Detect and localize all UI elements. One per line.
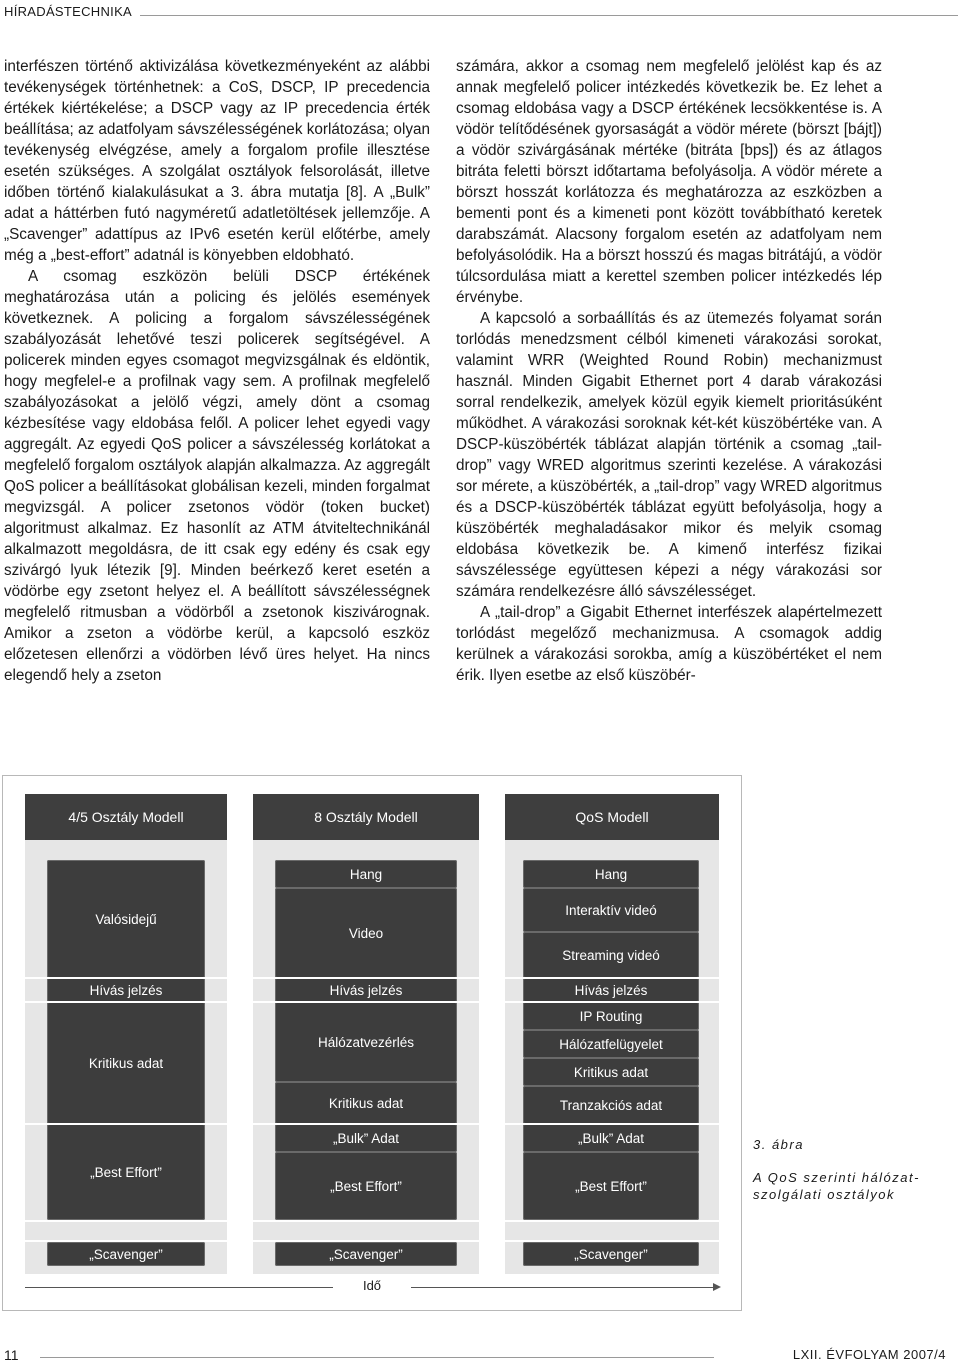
class-box-scavenger: „Scavenger” <box>47 1242 205 1266</box>
header-divider <box>140 15 958 16</box>
left-paragraph-1: interfészen történő aktivizálása következményeként az alábbi tevékenységek történhetnek: a CoS, DSCP, IP precedencia értékek kiértékelése; a DSCP vagy az IP precedencia érték beállítása; az adatfolyam sávszélességének korlátozása; olyan tevékenység elvégzése, amely a forgalom profile illesztése esetén szükséges. A szolgálat osztályok felsorolását, illetve időben történő kialakulásukat a 3. ábra mutatja [8]. A „Bulk” adat a háttérben futó nagyméretű adatletöltések jellemzője. A „Scavenger” adattípus az IPv6 esetén kerül előtérbe, amely még a „best-effort” adatnál is könyebben eldobható. <box>4 58 431 264</box>
class-box-call-signaling: Hívás jelzés <box>275 978 457 1002</box>
class-box-call-signaling: Hívás jelzés <box>523 978 699 1002</box>
right-paragraph-1: számára, akkor a csomag nem megfelelő jelölést kap és az annak megfelelő policer intézkedés következik be. Ez lehet a csomag eldobása vagy a DSCP értékének lecsökkentése is. A vödör telítődésének gyorsaságát a vödör mérete (börszt [bájt]) a vödör szivárgásának mértéke (bitráta [bps]) és az átlagos bitráta feletti börszt időtartama befolyásolja. A vödör mérete a börszt hosszát korlátozza és meghatározza az eszközben a bementi pont és a kimeneti pont között továbbítható keretek darabszámát. Alacsony forgalom esetén az adatfolyam nem befolyásolódik. Ha a börszt hosszú és magas bitrátájú, a vödör túlcsordulása miatt a kerettel szemben policer intézkedés lép érvénybe. <box>456 58 882 306</box>
class-box-transactional-data: Tranzakciós adat <box>523 1086 699 1124</box>
column-title-4-5: 4/5 Osztály Modell <box>25 794 227 840</box>
class-box-interactive-video: Interaktív videó <box>523 888 699 932</box>
class-box-network-management: Hálózatfelügyelet <box>523 1030 699 1058</box>
row-separator <box>25 1220 719 1222</box>
class-box-ip-routing: IP Routing <box>523 1002 699 1030</box>
class-box-bulk-data: „Bulk” Adat <box>275 1124 457 1152</box>
class-box-voice: Hang <box>275 860 457 888</box>
right-paragraph-3: A „tail-drop” a Gigabit Ethernet interfészek alapértelmezett torlódást megelőző mechanizmusa. A csomagok addig kerülnek a várakozási sorokba, amíg a küszöbértéket el nem érik. Ilyen esetbe az első küszöbér- <box>456 604 882 684</box>
class-box-critical-data: Kritikus adat <box>523 1058 699 1086</box>
page-number: 11 <box>4 1347 19 1363</box>
class-box-critical-data: Kritikus adat <box>47 1002 205 1124</box>
footer-divider <box>40 1357 714 1358</box>
class-box-video: Video <box>275 888 457 978</box>
figure-number: 3. ábra <box>753 1137 804 1152</box>
class-box-streaming-video: Streaming videó <box>523 932 699 978</box>
class-box-bulk-data: „Bulk” Adat <box>523 1124 699 1152</box>
class-box-best-effort: „Best Effort” <box>47 1124 205 1220</box>
class-box-realtime: Valósidejű <box>47 860 205 978</box>
class-box-network-control: Hálózatvezérlés <box>275 1002 457 1082</box>
left-column <box>4 56 430 686</box>
right-column <box>456 56 882 686</box>
left-paragraph-2: A csomag eszközön belüli DSCP értékének meghatározása után a policing és jelölés események következnek. A policing a forgalom sávszélességének szabályozását lehetővé teszi policerek segítségével. A policerek minden egyes csomagot megvizsgálnak és eldöntik, hogy megfelel-e a profilnak vagy sem. A profilnak megfelelő szabályozásokat a jelölő végzi, amely dönt a csomag kézbesítése vagy eldobása felől. A policer lehet egyedi vagy aggregált. Az egyedi QoS policer a sávszélesség korlátokat a megfelelő forgalom osztályok alapján alkalmazza. Az aggregált QoS policer a beállításokat globálisan kezeli, minden forgalmat megvizsgál. A policer zsetonos vödör (token bucket) algoritmust alkalmaz. Ez hasonlít az ATM átviteltechnikánál alkalmazott megoldásra, de itt csak egy edény és csak egy szivárgó lyuk létezik [9]. Minden beérkező keret esetén a vödörbe egy zsetont helyez el. A beállított sávszélességnek megfelelő ritmusban a vödörből a zsetonok kiszivárognak. Amikor a zseton a vödörbe kerül, a kapcsoló eszköz előzetesen ellenőrzi a vödörben lévő üres helyet. Ha nincs elegendő hely a zseton <box>4 268 430 684</box>
column-title-qos: QoS Modell <box>505 794 719 840</box>
row-separator <box>25 1240 719 1242</box>
class-box-scavenger: „Scavenger” <box>523 1242 699 1266</box>
right-paragraph-2: A kapcsoló a sorbaállítás és az ütemezés folyamat során torlódás menedzsment célból kimeneti várakozási sorokat, valamint WRR (Weighted Round Robin) mechanizmust használ. Minden Gigabit Ethernet port 4 darab várakozási sorral rendelkezik, amelyek közül egyik kiemelt prioritásúként működhet. A várakozási soroknak két-két küszöbértéke van. A DSCP-küszöbérték táblázat alapján történik a csomag „tail-drop” vagy WRED algoritmus szerinti kezelése. A várakozási sor mérete, a küszöbérték, a „tail-drop” vagy WRED algoritmus és a DSCP-küszöbérték táblázat együtt befolyásolja, hogy a küszöbérték meghaladásakor mikor és melyik csomag eldobása következik be. A kimenő interfész fizikai sávszélessége együttesen képezi a négy várakozási sor számára rendelkezésre álló sávszélességet. <box>456 310 882 600</box>
qos-class-model-figure <box>2 775 742 1311</box>
row-separator <box>25 1001 719 1003</box>
time-axis-label: Idő <box>333 1278 411 1293</box>
class-box-call-signaling: Hívás jelzés <box>47 978 205 1002</box>
figure-caption-text: A QoS szerinti hálózat-szolgálati osztályok <box>753 1170 920 1202</box>
arrow-right-icon <box>713 1283 721 1291</box>
section-title: HÍRADÁSTECHNIKA <box>4 4 133 19</box>
class-box-scavenger: „Scavenger” <box>275 1242 457 1266</box>
page-header <box>0 0 960 26</box>
volume-label: LXII. ÉVFOLYAM 2007/4 <box>792 1347 946 1362</box>
class-box-best-effort: „Best Effort” <box>275 1152 457 1220</box>
figure-caption <box>753 1136 953 1203</box>
row-separator <box>25 1123 719 1125</box>
row-separator <box>25 977 719 979</box>
column-title-8: 8 Osztály Modell <box>253 794 479 840</box>
class-box-best-effort: „Best Effort” <box>523 1152 699 1220</box>
class-box-critical-data: Kritikus adat <box>275 1082 457 1124</box>
class-box-voice: Hang <box>523 860 699 888</box>
